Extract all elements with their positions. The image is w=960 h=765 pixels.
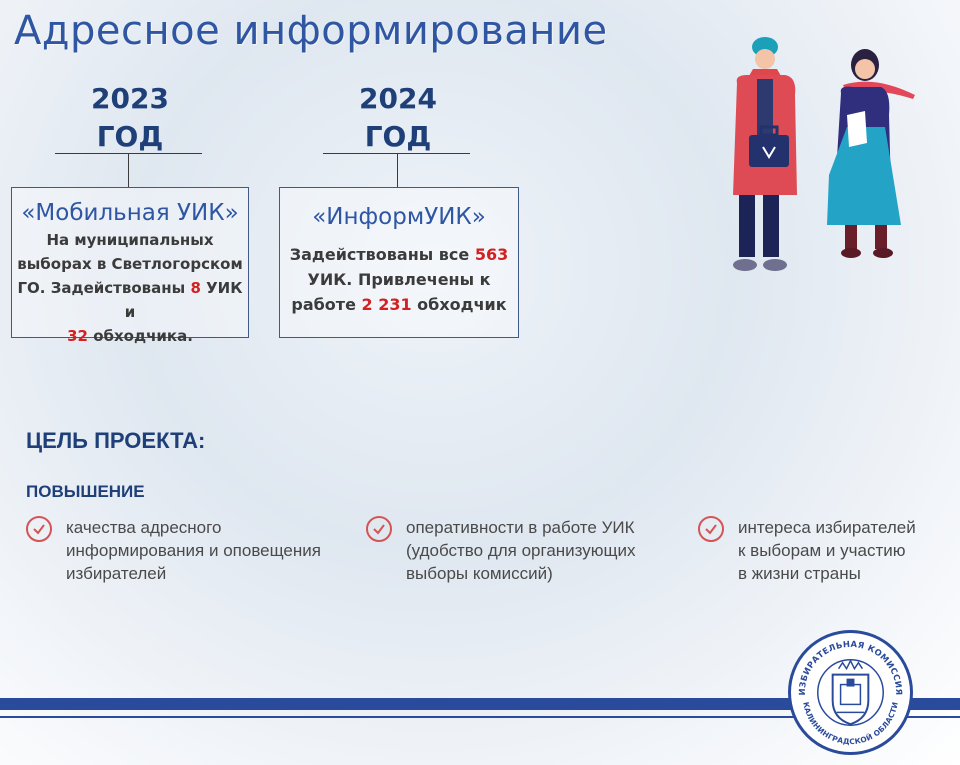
goal-item-text: оперативности в работе УИК (удобство для организующих выборы комиссий) (406, 518, 636, 583)
mobile-uik-box (11, 187, 249, 345)
box-line: выборах в Светлогорском (17, 255, 243, 273)
goal-item-quality (26, 516, 321, 585)
year-number: 2024 (359, 82, 437, 115)
seal-bottom-text: КАЛИНИНГРАДСКОЙ ОБЛАСТИ (801, 701, 900, 747)
box-line: На муниципальных (46, 231, 214, 249)
highlight-number: 32 (67, 327, 88, 345)
seal-emblem-icon (791, 633, 910, 752)
year-2023 (60, 80, 200, 156)
goal-item-efficiency (366, 516, 636, 585)
connector-line (128, 153, 129, 187)
goal-heading: ЦЕЛЬ ПРОЕКТА: (26, 428, 206, 453)
voters-illustration (715, 35, 935, 285)
year-2024 (328, 80, 468, 156)
check-circle-icon (26, 516, 52, 542)
box-line: работе 2 231 обходчик (291, 295, 507, 314)
goal-item-text: интереса избирателей к выборам и участию в жизни страны (738, 518, 916, 583)
goal-item-interest (698, 516, 916, 585)
inform-uik-box (279, 187, 519, 338)
box-title: «Мобильная УИК» (21, 200, 239, 226)
box-line: Задействованы все 563 (289, 245, 509, 264)
goal-subheading: ПОВЫШЕНИЕ (26, 482, 145, 501)
box-text (280, 242, 518, 317)
goal-item-text: качества адресного информирования и оповещения избирателей (66, 518, 321, 583)
box-text (12, 228, 248, 348)
connector-line (397, 153, 398, 187)
highlight-number: 8 (190, 279, 201, 297)
box-line: ГО. Задействованы 8 УИК и (17, 279, 243, 321)
box-line: 32 обходчика. (67, 327, 193, 345)
box-line: УИК. Привлечены к (307, 270, 491, 289)
check-circle-icon (366, 516, 392, 542)
commission-seal (788, 630, 913, 755)
year-number: 2023 (91, 82, 169, 115)
check-circle-icon (698, 516, 724, 542)
seal-top-text: ИЗБИРАТЕЛЬНАЯ КОМИССИЯ (796, 638, 905, 696)
box-title: «ИнформУИК» (312, 204, 486, 230)
highlight-number: 2 231 (361, 295, 412, 314)
page-title: Адресное информирование (14, 8, 608, 54)
highlight-number: 563 (474, 245, 509, 264)
year-label: ГОД (96, 120, 164, 153)
year-label: ГОД (364, 120, 432, 153)
svg-text:ИЗБИРАТЕЛЬНАЯ КОМИССИЯ (797, 639, 904, 696)
